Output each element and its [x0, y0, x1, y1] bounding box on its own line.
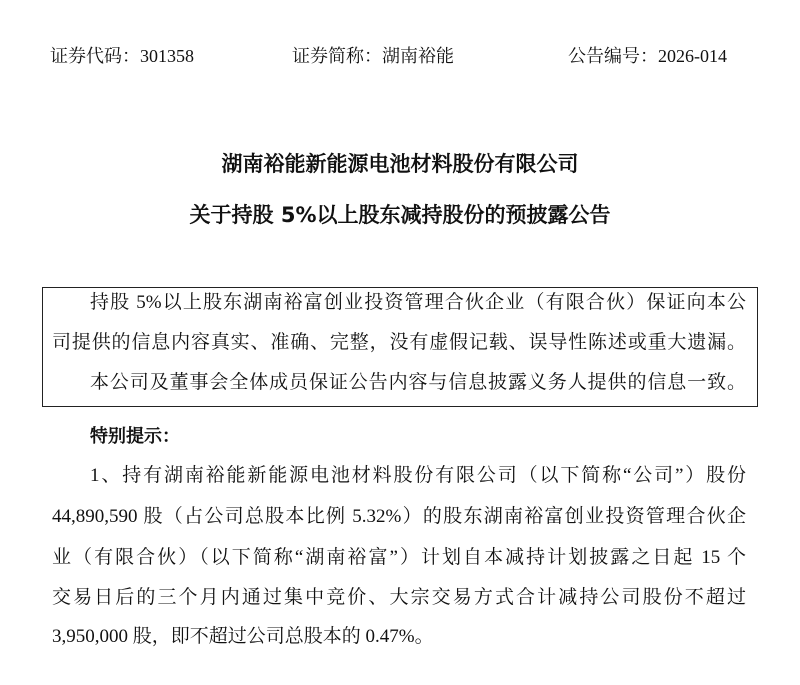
- notice-line: 3,950,000 股，即不超过公司总股本的 0.47%。: [52, 626, 434, 647]
- security-short-name: 证券简称：湖南裕能: [292, 46, 454, 66]
- notice-line: 交易日后的三个月内通过集中竞价、大宗交易方式合计减持公司股份不超过: [52, 587, 746, 608]
- title-company: 湖南裕能新能源电池材料股份有限公司: [221, 152, 579, 176]
- title-subject: 关于持股 5%以上股东减持股份的预披露公告: [189, 203, 611, 227]
- security-code: 证券代码：301358: [50, 46, 194, 66]
- notice-number: 公告编号：2026-014: [568, 46, 727, 66]
- notice-line: 44,890,590 股（占公司总股本比例 5.32%）的股东湖南裕富创业投资管理合伙企: [52, 506, 746, 527]
- statement-line: 持股 5%以上股东湖南裕富创业投资管理合伙企业（有限合伙）保证向本公: [90, 292, 746, 313]
- notice-line: 业（有限合伙）（以下简称“湖南裕富”）计划自本减持计划披露之日起 15 个: [52, 547, 746, 568]
- special-notice-heading: 特别提示：: [90, 426, 180, 447]
- notice-line: 1、持有湖南裕能新能源电池材料股份有限公司（以下简称“公司”）股份: [90, 465, 746, 486]
- statement-line: 司提供的信息内容真实、准确、完整，没有虚假记载、误导性陈述或重大遗漏。: [52, 332, 746, 353]
- statement-line: 本公司及董事会全体成员保证公告内容与信息披露义务人提供的信息一致。: [90, 372, 746, 393]
